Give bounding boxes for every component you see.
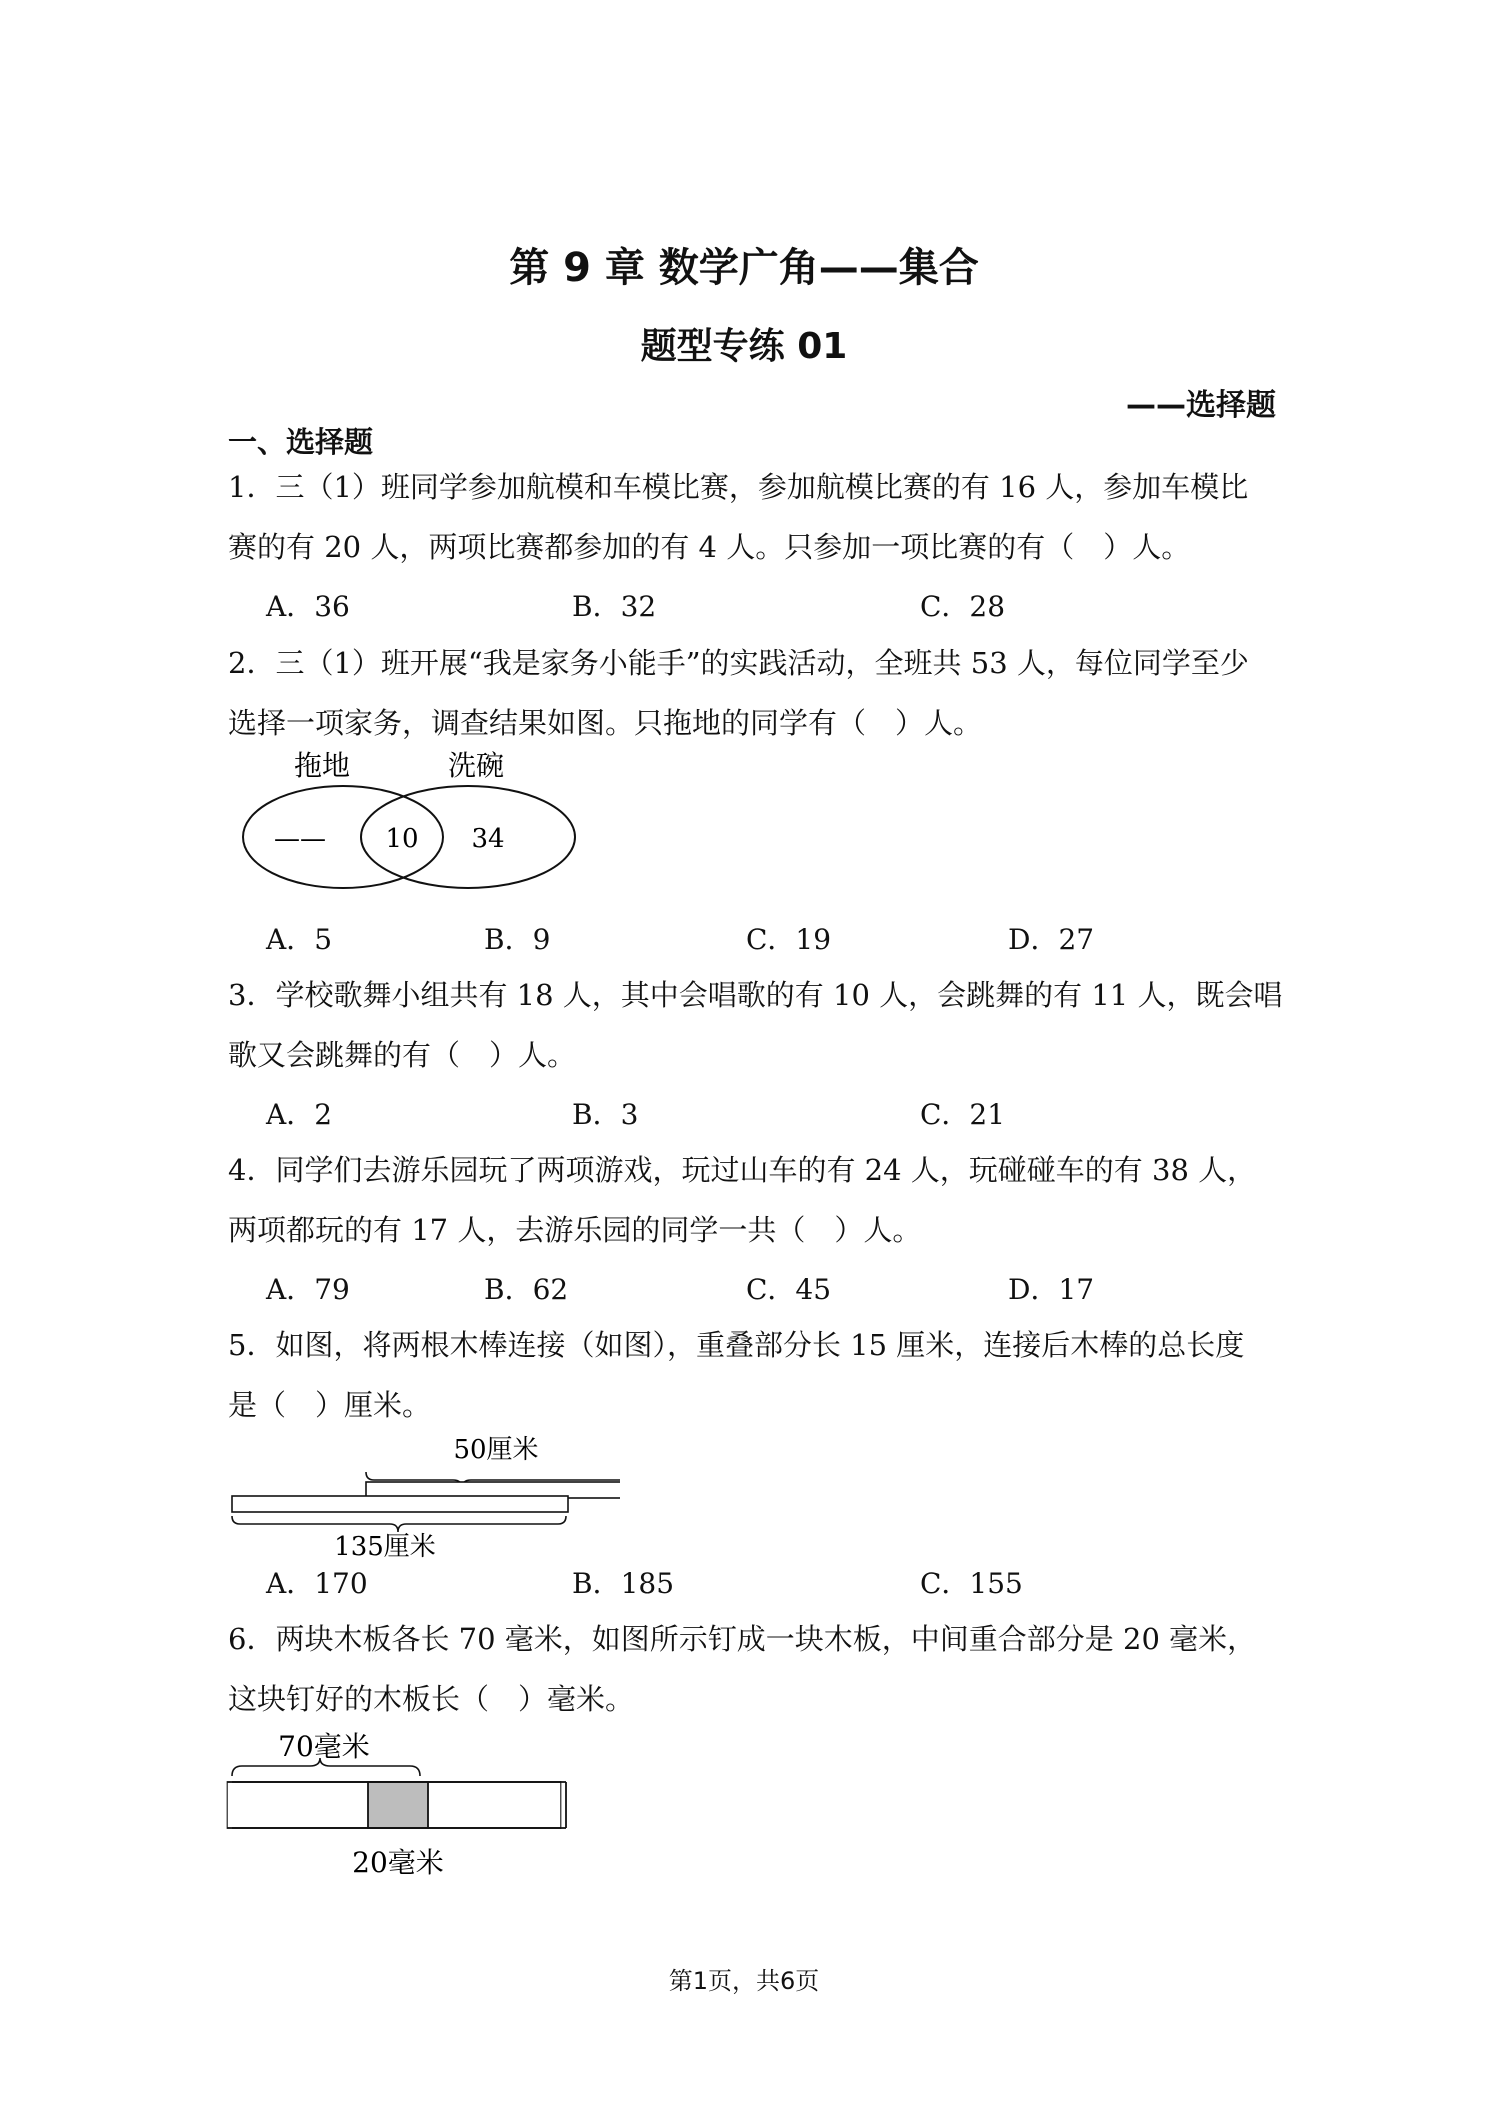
venn-right-label: 洗碗 xyxy=(447,749,505,782)
question-6-line-2: 这块钉好的木板长（ ）毫米。 xyxy=(228,1682,635,1716)
boards-diagram xyxy=(220,1722,600,1882)
page-title: 第 9 章 数学广角——集合 xyxy=(509,245,979,291)
q2-option-b[interactable]: B．9 xyxy=(484,923,551,956)
q5-option-c[interactable]: C．155 xyxy=(920,1567,1023,1600)
question-4-line-2: 两项都玩的有 17 人，去游乐园的同学一共（ ）人。 xyxy=(228,1213,922,1247)
boards-bottom-label: 20毫米 xyxy=(352,1846,444,1879)
venn-left-label: 拖地 xyxy=(293,749,351,782)
q4-option-b[interactable]: B．62 xyxy=(484,1273,569,1306)
question-6-line-1: 6．两块木板各长 70 毫米，如图所示钉成一块木板，中间重合部分是 20 毫米， xyxy=(228,1622,1257,1656)
question-1-line-1: 1．三（1）班同学参加航模和车模比赛，参加航模比赛的有 16 人，参加车模比 xyxy=(228,470,1249,504)
q2-option-c[interactable]: C．19 xyxy=(746,923,832,956)
stick-left xyxy=(232,1496,568,1512)
question-2-line-2: 选择一项家务，调查结果如图。只拖地的同学有（ ）人。 xyxy=(228,706,983,740)
boards-top-label: 70毫米 xyxy=(278,1730,370,1763)
q5-option-a[interactable]: A．170 xyxy=(266,1567,368,1600)
venn-diagram xyxy=(220,745,590,905)
venn-left-value: —— xyxy=(274,824,326,854)
section-heading: 一、选择题 xyxy=(228,425,374,459)
q2-option-a[interactable]: A．5 xyxy=(266,923,333,956)
q1-option-b[interactable]: B．32 xyxy=(572,590,657,623)
sticks-bottom-label: 135厘米 xyxy=(334,1532,436,1558)
q3-option-a[interactable]: A．2 xyxy=(266,1098,333,1131)
question-4-line-1: 4．同学们去游乐园玩了两项游戏，玩过山车的有 24 人，玩碰碰车的有 38 人， xyxy=(228,1153,1257,1187)
q3-option-b[interactable]: B．3 xyxy=(572,1098,639,1131)
q3-option-c[interactable]: C．21 xyxy=(920,1098,1006,1131)
q5-option-b[interactable]: B．185 xyxy=(572,1567,675,1600)
page-subtitle: 题型专练 01 xyxy=(640,326,848,367)
board-overlap xyxy=(368,1782,428,1828)
question-3-line-2: 歌又会跳舞的有（ ）人。 xyxy=(228,1038,577,1072)
sticks-diagram xyxy=(220,1428,620,1558)
q4-option-c[interactable]: C．45 xyxy=(746,1273,832,1306)
q1-option-c[interactable]: C．28 xyxy=(920,590,1006,623)
page-number: 第1页，共6页 xyxy=(668,1967,820,1995)
venn-middle-value: 10 xyxy=(385,824,419,854)
question-1-line-2: 赛的有 20 人，两项比赛都参加的有 4 人。只参加一项比赛的有（ ）人。 xyxy=(228,530,1191,564)
question-5-line-2: 是（ ）厘米。 xyxy=(228,1388,432,1422)
question-5-line-1: 5．如图，将两根木棒连接（如图），重叠部分长 15 厘米，连接后木棒的总长度 xyxy=(228,1328,1245,1362)
q2-option-d[interactable]: D．27 xyxy=(1008,923,1095,956)
question-3-line-1: 3．学校歌舞小组共有 18 人，其中会唱歌的有 10 人，会跳舞的有 11 人，既会唱 xyxy=(228,978,1283,1012)
q4-option-a[interactable]: A．79 xyxy=(266,1273,350,1306)
sticks-top-label: 50厘米 xyxy=(453,1435,539,1465)
sticks-bottom-brace xyxy=(232,1516,566,1532)
question-2-line-1: 2．三（1）班开展“我是家务小能手”的实践活动，全班共 53 人，每位同学至少 xyxy=(228,646,1249,680)
q1-option-a[interactable]: A．36 xyxy=(266,590,350,623)
venn-right-value: 34 xyxy=(471,824,505,854)
q4-option-d[interactable]: D．17 xyxy=(1008,1273,1095,1306)
question-type-label: ——选择题 xyxy=(1126,388,1276,423)
